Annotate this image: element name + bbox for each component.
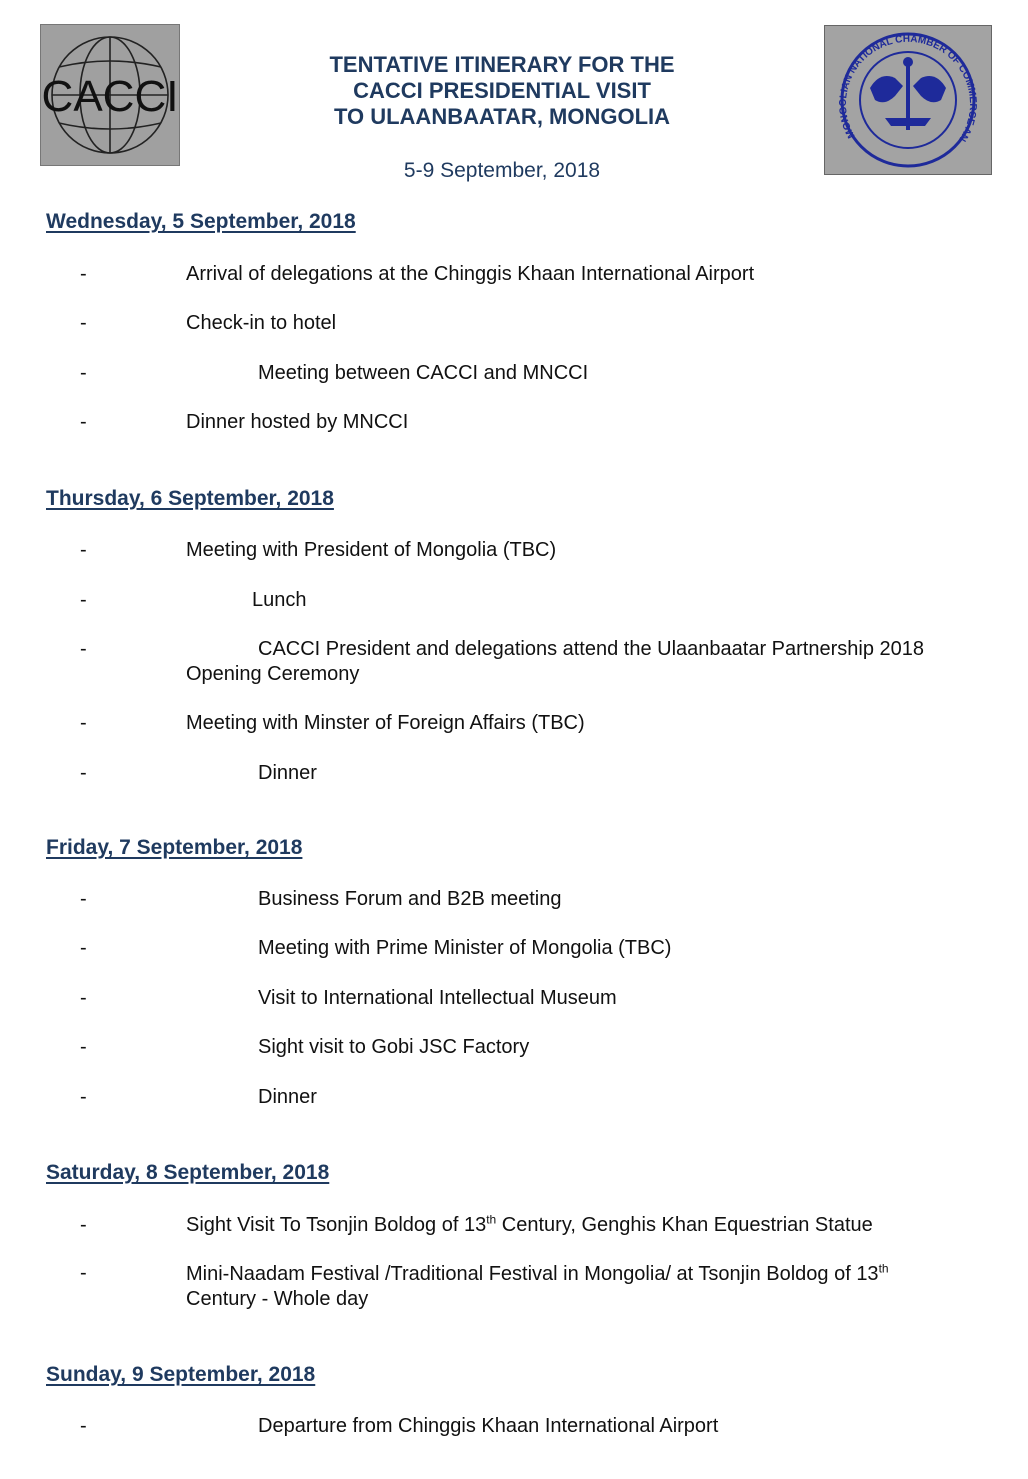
bullet-dash: - (80, 937, 87, 959)
bullet-dash: - (80, 762, 87, 784)
day-heading-thursday: Thursday, 6 September, 2018 (46, 487, 334, 510)
list-item: Arrival of delegations at the Chinggis Khaan International Airport (186, 263, 755, 285)
bullet-dash: - (80, 1214, 87, 1236)
cacci-logo-text: CACCI (41, 72, 179, 121)
title-line-2: CACCI PRESIDENTIAL VISIT (353, 78, 651, 103)
list-item: Dinner hosted by MNCCI (186, 411, 409, 433)
ordinal-suffix: th (486, 1212, 497, 1227)
list-item-continuation: Century - Whole day (186, 1288, 369, 1310)
bullet-dash: - (80, 263, 87, 285)
bullet-dash: - (80, 987, 87, 1009)
title-line-1: TENTATIVE ITINERARY FOR THE (329, 52, 675, 77)
list-item: Departure from Chinggis Khaan International Airport (258, 1415, 719, 1437)
list-item (186, 1262, 889, 1287)
mncci-logo-ring-text: MONGOLIAN NATIONAL CHAMBER OF COMMERCE AN (837, 33, 979, 144)
item-text: Century, Genghis Khan Equestrian Statue (496, 1214, 873, 1236)
document-title (230, 52, 774, 130)
list-item: CACCI President and delegations attend the Ulaanbaatar Partnership 2018 (258, 638, 924, 660)
list-item: Meeting with Prime Minister of Mongolia (TBC) (258, 937, 672, 959)
day-heading-saturday: Saturday, 8 September, 2018 (46, 1161, 330, 1184)
ordinal-suffix: th (878, 1261, 889, 1276)
list-item: Check-in to hotel (186, 312, 337, 334)
bullet-dash: - (80, 312, 87, 334)
title-line-3: TO ULAANBAATAR, MONGOLIA (333, 104, 671, 129)
list-item: Meeting between CACCI and MNCCI (258, 362, 589, 384)
bullet-dash: - (80, 362, 87, 384)
list-item: Meeting with Minster of Foreign Affairs (TBC) (186, 712, 585, 734)
list-item: Sight visit to Gobi JSC Factory (258, 1036, 530, 1058)
cacci-logo (40, 24, 180, 166)
day-heading-wednesday: Wednesday, 5 September, 2018 (46, 210, 356, 233)
list-item: Visit to International Intellectual Museum (258, 987, 617, 1009)
list-item (186, 1213, 873, 1238)
bullet-dash: - (80, 888, 87, 910)
list-item: Meeting with President of Mongolia (TBC) (186, 539, 557, 561)
mncci-logo (824, 25, 992, 175)
bullet-dash: - (80, 589, 87, 611)
list-item: Dinner (258, 762, 317, 784)
list-item: Lunch (252, 589, 307, 611)
day-heading-sunday: Sunday, 9 September, 2018 (46, 1363, 316, 1386)
bullet-dash: - (80, 1262, 87, 1284)
bullet-dash: - (80, 1036, 87, 1058)
bullet-dash: - (80, 411, 87, 433)
bullet-dash: - (80, 539, 87, 561)
list-item: Business Forum and B2B meeting (258, 888, 562, 910)
day-heading-friday: Friday, 7 September, 2018 (46, 836, 303, 859)
bullet-dash: - (80, 712, 87, 734)
item-text: Sight Visit To Tsonjin Boldog of 13 (186, 1214, 487, 1236)
bullet-dash: - (80, 1415, 87, 1437)
bullet-dash: - (80, 1086, 87, 1108)
bullet-dash: - (80, 638, 87, 660)
list-item-continuation: Opening Ceremony (186, 663, 360, 685)
list-item: Dinner (258, 1086, 317, 1108)
visit-dates: 5-9 September, 2018 (403, 159, 601, 182)
item-text: Mini-Naadam Festival /Traditional Festival in Mongolia/ at Tsonjin Boldog of 13 (186, 1263, 879, 1285)
